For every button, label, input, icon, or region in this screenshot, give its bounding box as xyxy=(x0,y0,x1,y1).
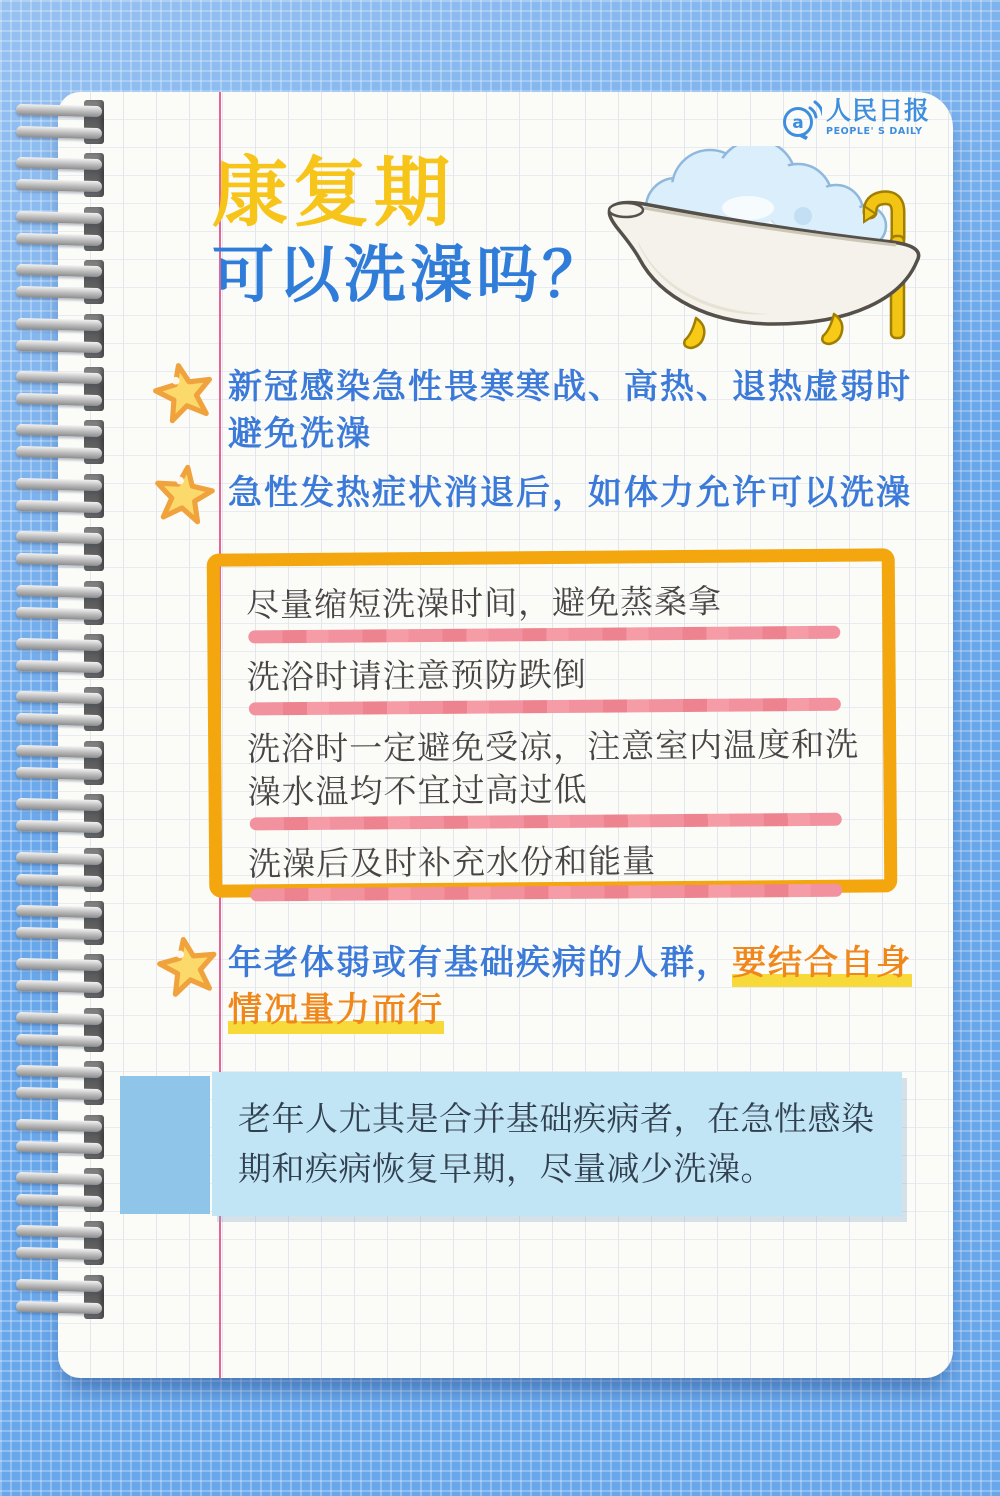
bullet-3-orange-text: 情况量力而行 xyxy=(228,990,444,1034)
pink-underline xyxy=(250,812,842,830)
note-line-1: 老年人尤其是合并基础疾病者，在急性感染 xyxy=(238,1099,875,1138)
spiral-ring xyxy=(0,848,110,892)
page-title xyxy=(212,148,608,311)
spiral-ring xyxy=(0,741,110,785)
tip-row xyxy=(246,651,876,715)
svg-text:a: a xyxy=(792,113,804,133)
spiral-ring xyxy=(0,100,110,144)
megaphone-at-icon xyxy=(782,98,822,142)
spiral-ring xyxy=(0,1275,110,1319)
pink-underline xyxy=(248,626,840,644)
spiral-ring xyxy=(0,260,110,304)
star-icon xyxy=(152,360,216,424)
bullet-3-blue-text: 年老体弱或有基础疾病的人群， xyxy=(228,943,732,983)
spiral-ring xyxy=(0,581,110,625)
tip-text: 洗澡后及时补充水份和能量 xyxy=(247,840,657,883)
spiral-ring xyxy=(0,527,110,571)
spiral-ring xyxy=(0,687,110,731)
logo-subtitle: PEOPLE' S DAILY xyxy=(826,126,923,137)
logo-name: 人民日报 xyxy=(826,96,931,125)
spiral-ring xyxy=(0,207,110,251)
tip-row xyxy=(248,838,878,902)
note-accent-strip xyxy=(120,1076,210,1214)
tip-row xyxy=(246,579,876,643)
bullet-1-line-1: 新冠感染急性畏寒寒战、高热、退热虚弱时 新冠感染急性畏寒寒战、高热、退热虚弱时 xyxy=(228,364,940,411)
bullet-2-line-1: 急性发热症状消退后，如体力允许可以洗澡 急性发热症状消退后，如体力允许可以洗澡 xyxy=(228,470,940,517)
spiral-ring xyxy=(0,901,110,945)
spiral-ring xyxy=(0,314,110,358)
bullet-1-line-2: 避免洗澡 避免洗澡 xyxy=(228,411,940,458)
note-line-2: 期和疾病恢复早期，尽量减少洗澡。 xyxy=(238,1148,774,1188)
spiral-ring xyxy=(0,1168,110,1212)
tip-text: 澡水温均不宜过高过低 xyxy=(247,769,588,812)
star-icon xyxy=(152,462,216,526)
spiral-ring xyxy=(0,1221,110,1265)
spiral-ring xyxy=(0,954,110,998)
tips-box xyxy=(207,548,898,897)
tip-row xyxy=(247,723,878,830)
pink-underline xyxy=(249,698,841,716)
spiral-ring xyxy=(0,1061,110,1105)
peoples-daily-logo xyxy=(782,98,930,142)
bullet-3-orange-text: 要结合自身 xyxy=(732,943,912,987)
bathtub-illustration xyxy=(598,146,930,352)
spiral-ring xyxy=(0,367,110,411)
tip-text: 洗浴时一定避免受凉，注意室内温度和洗 xyxy=(247,724,860,769)
spiral-ring xyxy=(0,153,110,197)
spiral-ring xyxy=(0,794,110,838)
spiral-ring xyxy=(0,474,110,518)
tip-text: 洗浴时请注意预防跌倒 xyxy=(246,654,587,697)
tip-text: 尽量缩短洗澡时间，避免蒸桑拿 xyxy=(245,581,723,625)
title-line-2: 可以洗澡吗？ 可以洗澡吗？ xyxy=(212,238,608,311)
spiral-ring xyxy=(0,420,110,464)
bullet-3 xyxy=(228,940,940,1034)
spiral-ring xyxy=(0,1008,110,1052)
bullet-2 xyxy=(228,470,940,517)
star-icon xyxy=(156,934,220,998)
bullet-1 xyxy=(228,364,940,458)
note-box xyxy=(212,1072,902,1216)
title-line-1: 康复期 康复期 xyxy=(212,148,455,238)
bullet-3-line-1 xyxy=(228,940,940,987)
bullet-3-line-2 xyxy=(228,987,940,1034)
spiral-ring xyxy=(0,1115,110,1159)
spiral-ring xyxy=(0,634,110,678)
